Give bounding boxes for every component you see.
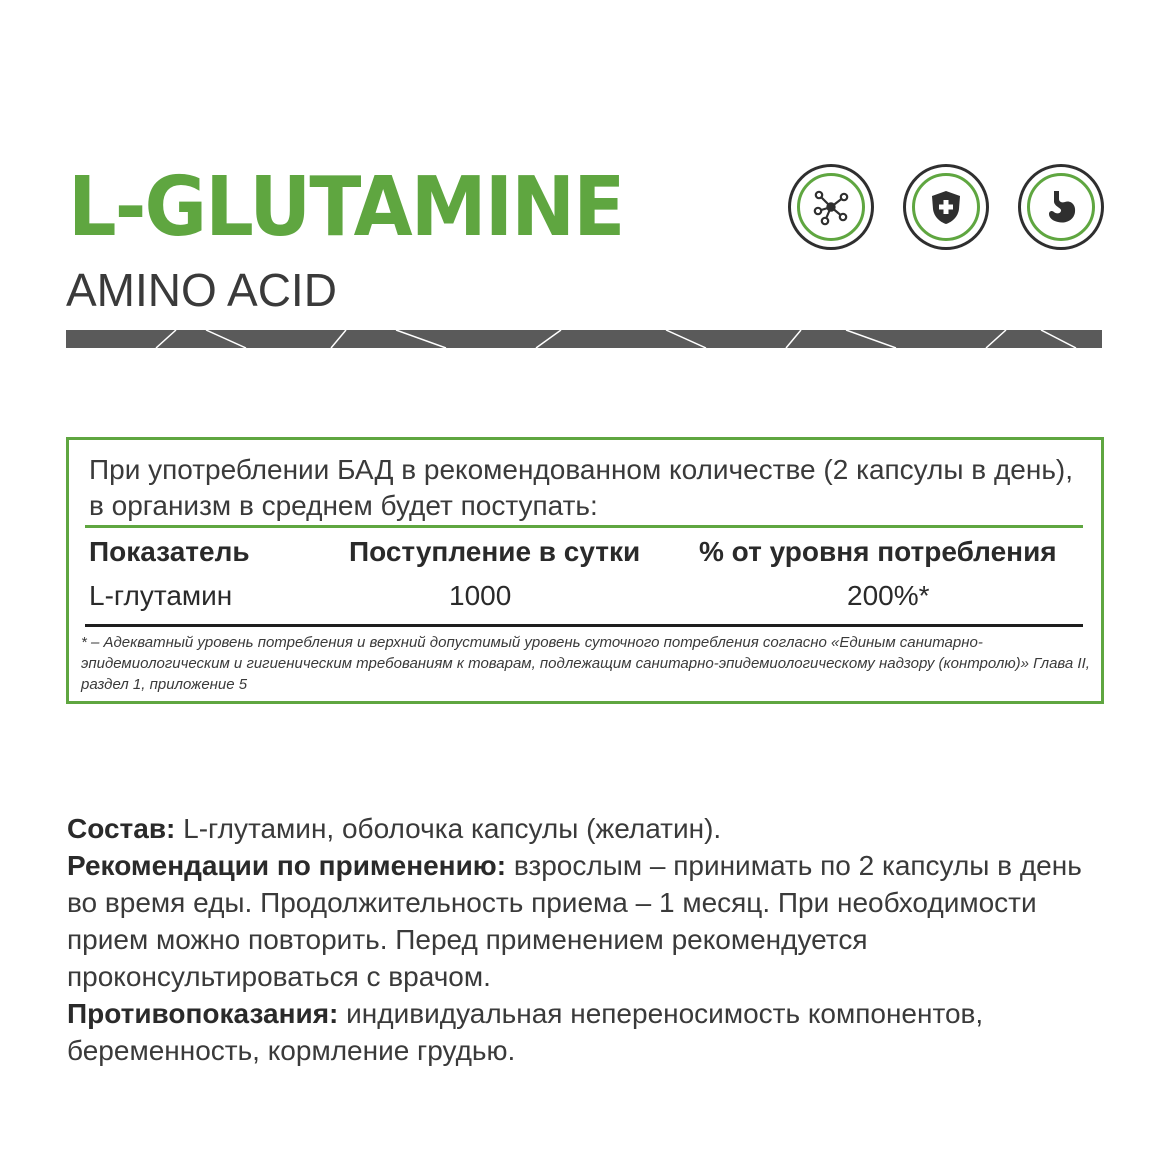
shield-cross-icon <box>903 164 989 250</box>
decorative-stripe <box>66 330 1102 348</box>
contraindications-label: Противопоказания: <box>67 998 339 1029</box>
feature-badges <box>788 164 1108 260</box>
column-header: Показатель <box>89 536 250 567</box>
table-cell: 1000 <box>449 580 512 611</box>
usage-text: взрослым – принимать по 2 капсулы в день во время еды. Продолжительность приема – 1 месяц. При необходимости прием можно повторить. Перед применением рекомендуется проконсультироваться с врачом. <box>67 850 1082 992</box>
product-title: L-GLUTAMINE <box>68 160 624 255</box>
product-header <box>66 160 1106 360</box>
composition-label: Состав: <box>67 813 176 844</box>
contraindications-text: индивидуальная непереносимость компонентов, беременность, кормление грудью. <box>67 998 984 1066</box>
usage-label: Рекомендации по применению: <box>67 850 507 881</box>
divider <box>85 624 1083 627</box>
nutrition-info-box <box>66 437 1104 704</box>
usage-line <box>67 847 1097 995</box>
table-cell: 200%* <box>847 580 930 611</box>
intro-text: При употреблении БАД в рекомендованном количестве (2 капсулы в день), в организм в среднем будет поступать: <box>89 454 1074 521</box>
column-header: Поступление в сутки <box>349 536 641 567</box>
stomach-icon <box>1018 164 1104 250</box>
composition-section <box>67 810 1097 1069</box>
composition-text: L-глутамин, оболочка капсулы (желатин). <box>183 813 722 844</box>
product-subtitle: AMINO ACID <box>66 264 337 316</box>
table-cell: L-глутамин <box>89 580 233 611</box>
composition-line <box>67 810 1097 847</box>
footnote: * – Адекватный уровень потребления и верхний допустимый уровень суточного потребления согласно «Единым санитарно-эпидемиологическим и гигиеническим требованиям к товарам, подлежащим санитарно-эпидемиологическому надзору (контролю)» Глава II, раздел 1, приложение 5 <box>81 634 1090 693</box>
contraindications-line <box>67 995 1097 1069</box>
divider <box>85 525 1083 528</box>
column-header: % от уровня потребления <box>699 536 1057 567</box>
molecule-network-icon <box>788 164 874 250</box>
